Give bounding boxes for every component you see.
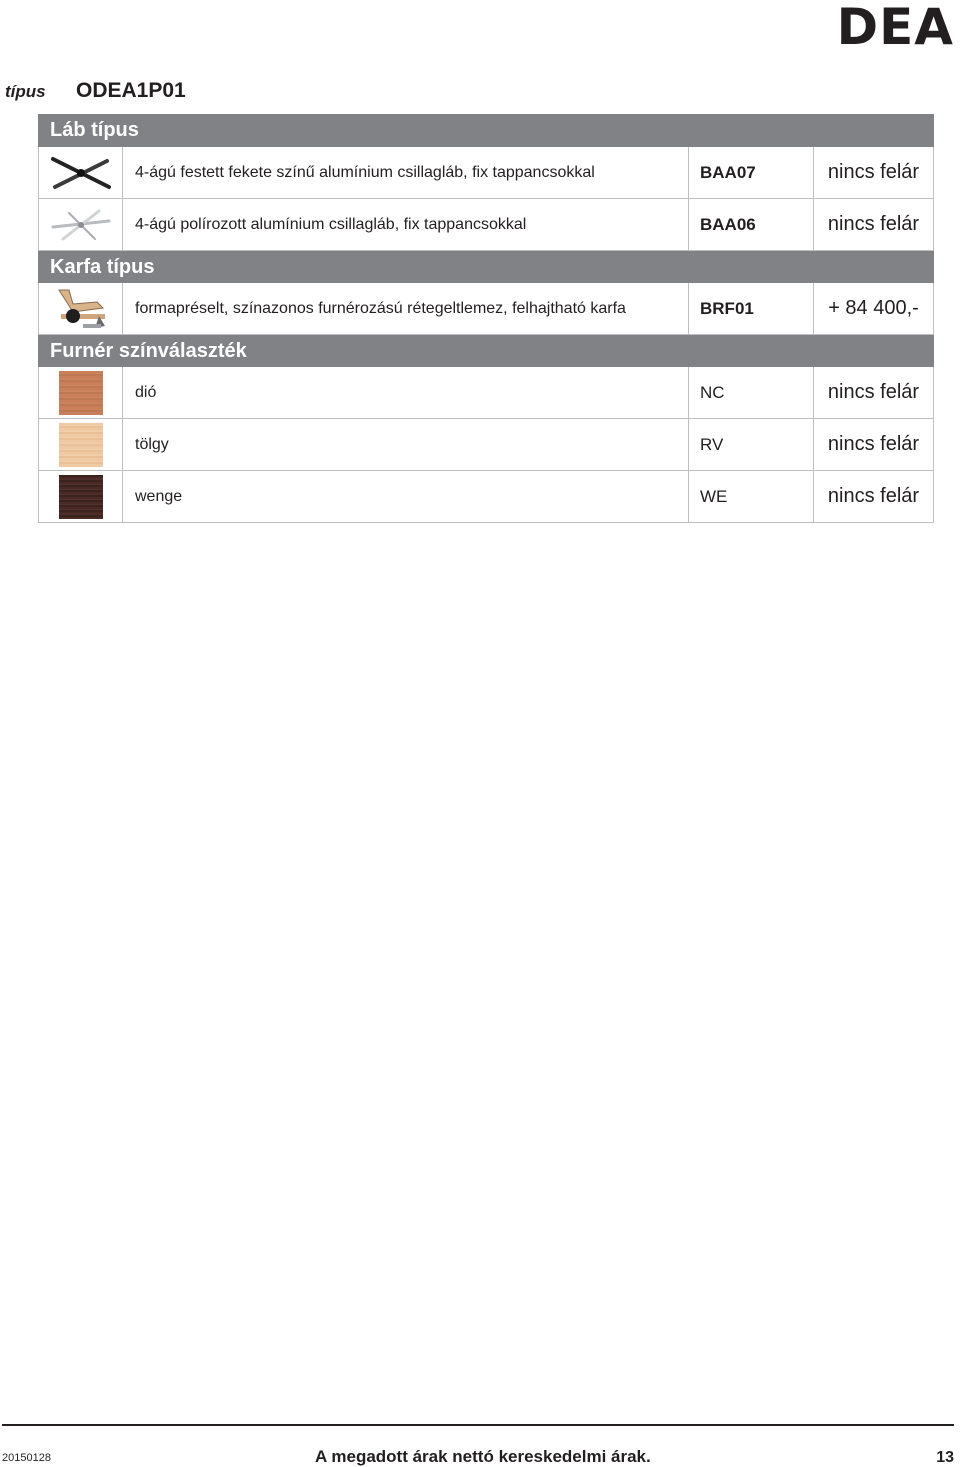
row-description: 4-ágú festett fekete színű alumínium csillagláb, fix tappancsokkal <box>123 147 689 198</box>
row-description: dió <box>123 367 689 418</box>
table-row <box>38 419 934 471</box>
row-price: nincs felár <box>827 433 920 455</box>
row-code: NC <box>689 367 814 418</box>
section-header-armrest: Karfa típus <box>38 251 934 283</box>
oak-swatch <box>39 419 123 470</box>
walnut-swatch-fill <box>59 371 103 415</box>
footer-divider <box>2 1424 954 1426</box>
row-price: nincs felár <box>827 381 920 403</box>
walnut-swatch <box>39 367 123 418</box>
row-code: WE <box>689 471 814 522</box>
row-description: 4-ágú polírozott alumínium csillagláb, fix tappancsokkal <box>123 199 689 250</box>
table-row <box>38 283 934 335</box>
oak-swatch-fill <box>59 423 103 467</box>
page-number: 13 <box>936 1449 954 1466</box>
row-code: BAA06 <box>689 199 814 250</box>
section-header-veneer: Furnér színválaszték <box>38 335 934 367</box>
black-star-base-image <box>39 147 123 198</box>
type-label: típus <box>5 82 46 101</box>
plywood-armrest-image <box>39 283 123 334</box>
table-row <box>38 199 934 251</box>
row-code: BRF01 <box>689 283 814 334</box>
row-price: nincs felár <box>827 213 920 235</box>
options-table <box>38 114 934 523</box>
polished-star-base-image <box>39 199 123 250</box>
footer-date: 20150128 <box>2 1452 51 1464</box>
row-price: nincs felár <box>827 485 920 507</box>
row-description: wenge <box>123 471 689 522</box>
row-description: tölgy <box>123 419 689 470</box>
section-header-base: Láb típus <box>38 114 934 147</box>
row-price: nincs felár <box>827 161 920 183</box>
wenge-swatch <box>39 471 123 522</box>
table-row <box>38 147 934 199</box>
table-row <box>38 367 934 419</box>
row-description: formapréselt, színazonos furnérozású rétegeltlemez, felhajtható karfa <box>123 283 689 334</box>
row-code: RV <box>689 419 814 470</box>
row-code: BAA07 <box>689 147 814 198</box>
brand-logo: DEA <box>836 0 954 56</box>
footer-note: A megadott árak nettó kereskedelmi árak. <box>315 1447 651 1466</box>
table-row <box>38 471 934 523</box>
wenge-swatch-fill <box>59 475 103 519</box>
type-value: ODEA1P01 <box>76 79 186 102</box>
row-price: + 84 400,- <box>828 297 919 319</box>
